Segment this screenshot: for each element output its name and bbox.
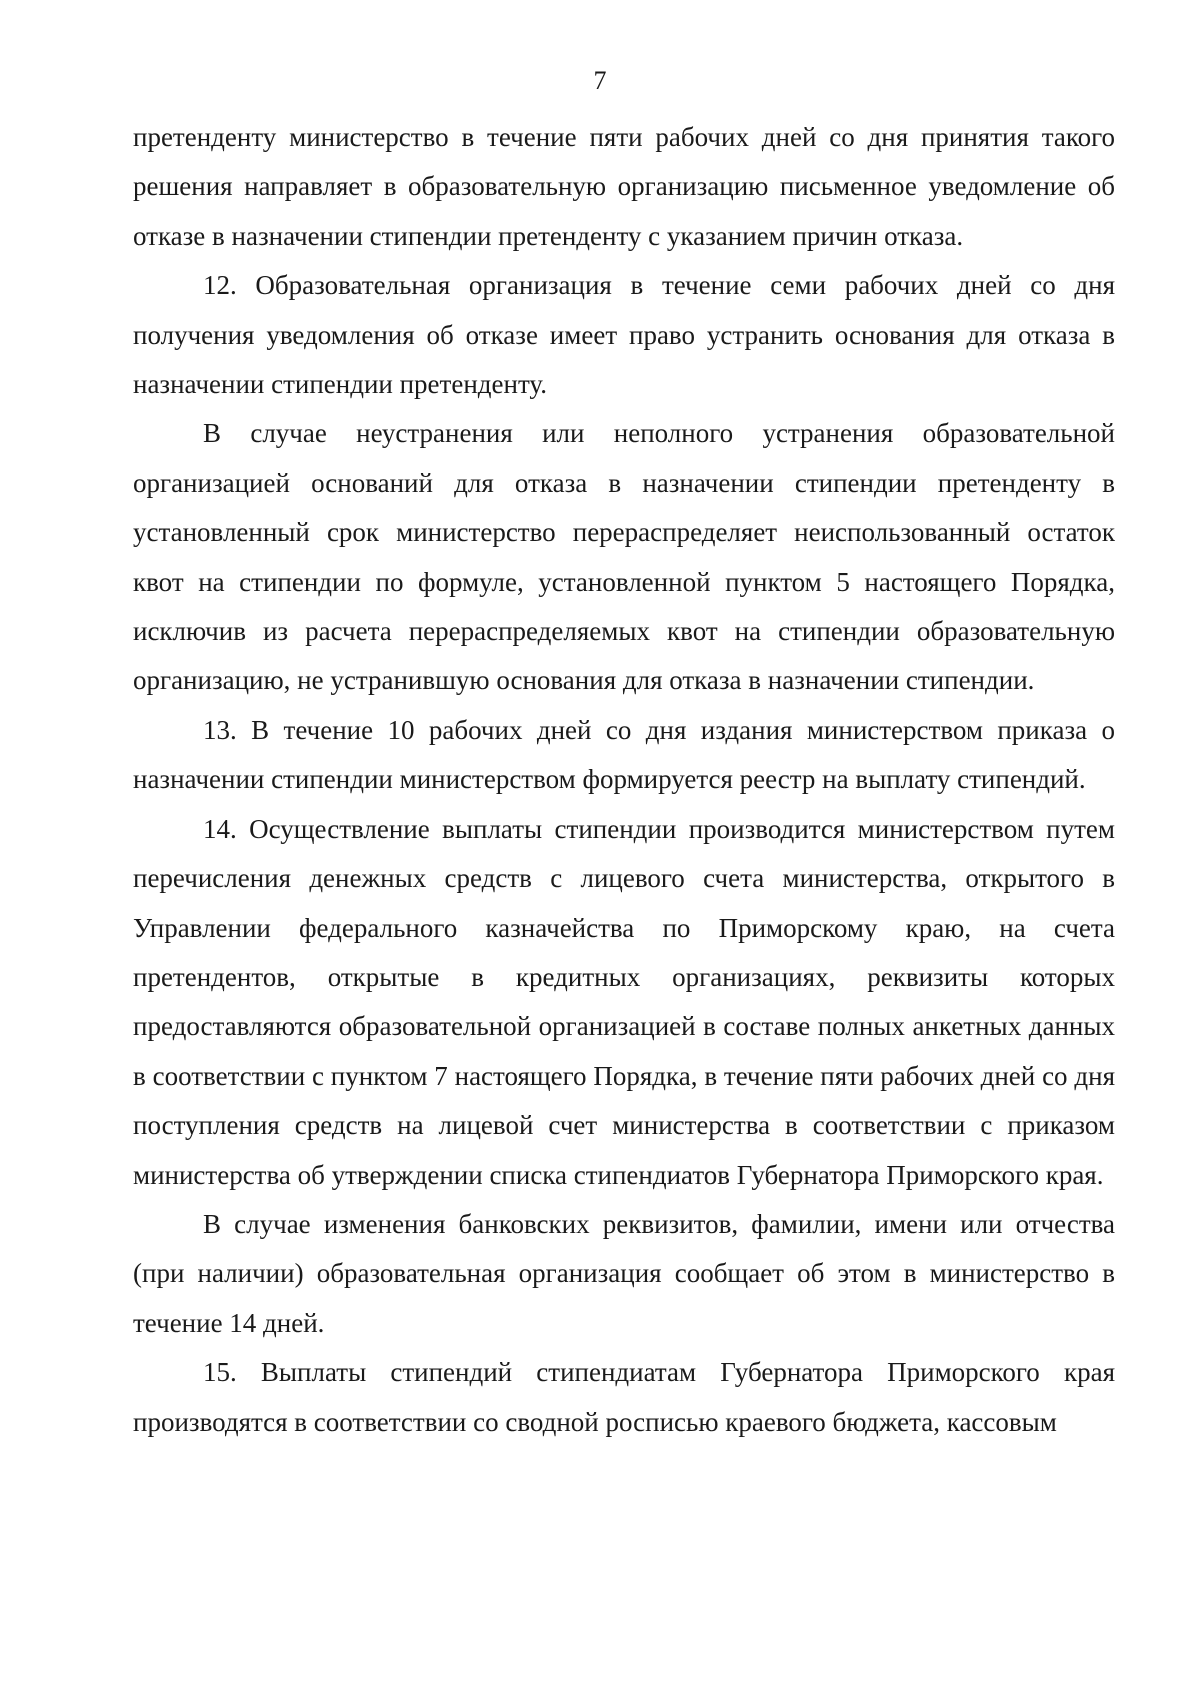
paragraph-item-14: 14. Осуществление выплаты стипендии производится министерством путем перечисления денежных средств с лицевого счета министерства, открытого в Управлении федерального казначейства по Приморскому краю, на счета претендентов, открытые в кредитных организациях, реквизиты которых предоставляются образовательной организацией в составе полных анкетных данных в соответствии с пунктом 7 настоящего Порядка, в течение пяти рабочих дней со дня поступления средств на лицевой счет министерства в соответствии с приказом министерства об утверждении списка стипендиатов Губернатора Приморского края. [133,813,1115,1190]
paragraph-continuation: претенденту министерство в течение пяти рабочих дней со дня принятия такого решения направляет в образовательную организацию письменное уведомление об отказе в назначении стипендии претенденту с указанием причин отказа. [133,122,1115,251]
paragraph-item-12-refusal: В случае неустранения или неполного устранения образовательной организацией оснований для отказа в назначении стипендии претенденту в установленный срок министерство перераспределяет неиспользованный остаток квот на стипендии по формуле, установленной пунктом 5 настоящего Порядка, исключив из расчета перераспределяемых квот на стипендии образовательную организацию, не устранившую основания для отказа в назначении стипендии. [133,418,1115,696]
paragraph-item-15: 15. Выплаты стипендий стипендиатам Губернатора Приморского края производятся в соответствии со сводной росписью краевого бюджета, кассовым [133,1357,1115,1437]
document-body [133,113,1115,1447]
page-number: 7 [593,66,607,95]
paragraph-item-13: 13. В течение 10 рабочих дней со дня издания министерством приказа о назначении стипендии министерством формируется реестр на выплату стипендий. [133,714,1115,795]
paragraph-item-12: 12. Образовательная организация в течение семи рабочих дней со дня получения уведомления об отказе имеет право устранить основания для отказа в назначении стипендии претенденту. [133,270,1115,400]
paragraph-item-14-changes: В случае изменения банковских реквизитов, фамилии, имени или отчества (при наличии) образовательная организация сообщает об этом в министерство в течение 14 дней. [133,1208,1115,1338]
